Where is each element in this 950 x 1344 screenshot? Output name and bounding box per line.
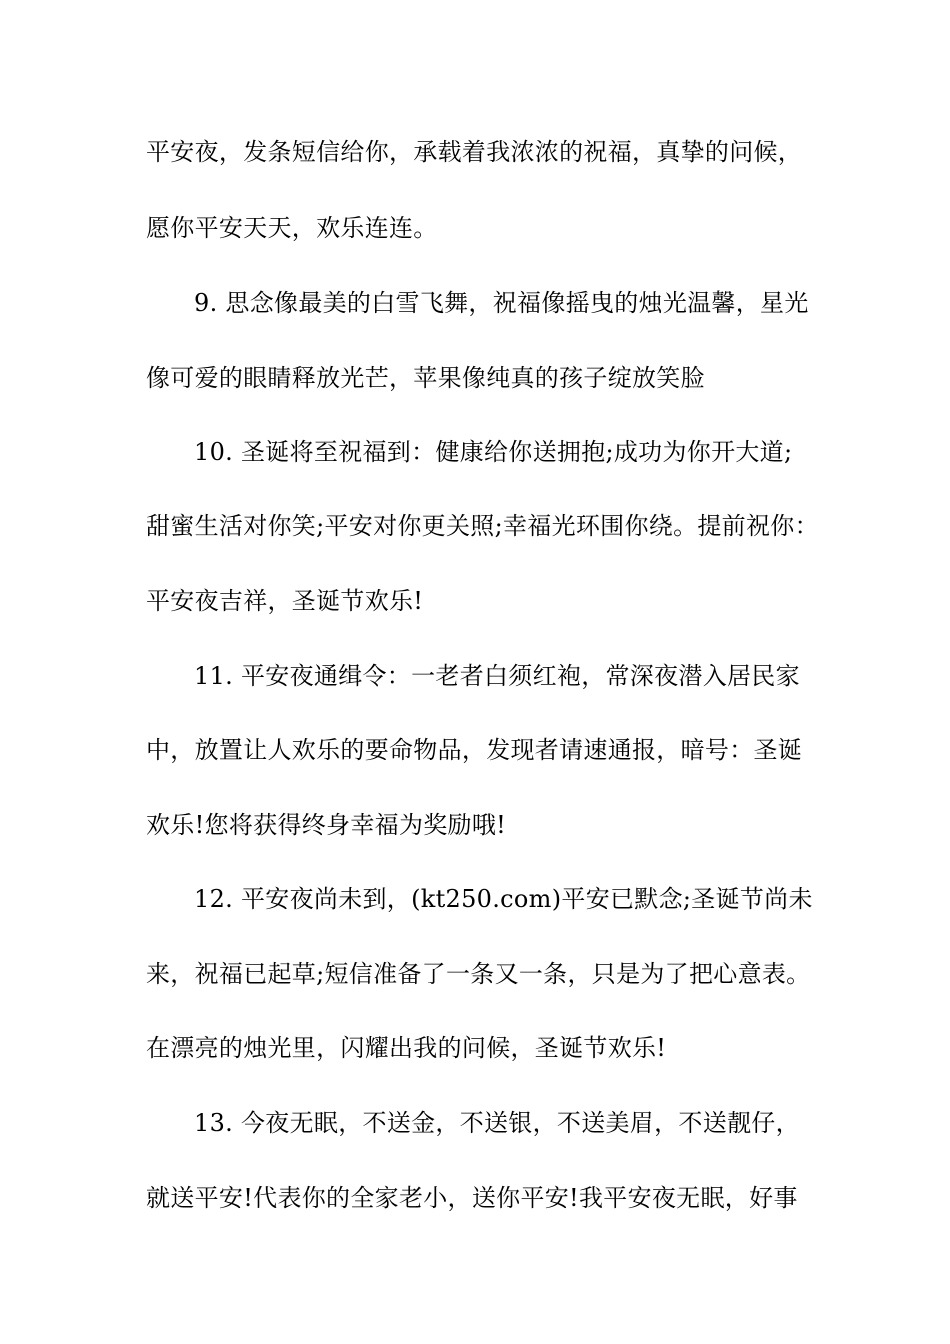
paragraph-11-start: 11. 平安夜通缉令：一老者白须红袍，常深夜潜入居民家 [194,662,800,690]
paragraph-13-start: 13. 今夜无眠，不送金，不送银，不送美眉，不送靓仔， [194,1109,800,1137]
text-line: 来，祝福已起草;短信准备了一条又一条，只是为了把心意表。 [146,960,811,988]
text-line: 平安夜，发条短信给你，承载着我浓浓的祝福，真挚的问候， [146,138,803,166]
text-line: 就送平安!代表你的全家老小，送你平安!我平安夜无眠，好事 [146,1184,798,1212]
paragraph-9-start: 9. 思念像最美的白雪飞舞，祝福像摇曳的烛光温馨，星光 [194,289,809,317]
text-line: 欢乐!您将获得终身幸福为奖励哦! [146,811,507,839]
paragraph-10-start: 10. 圣诞将至祝福到：健康给你送拥抱;成功为你开大道; [194,438,793,466]
text-line: 愿你平安天天，欢乐连连。 [146,214,438,242]
text-line: 平安夜吉祥，圣诞节欢乐! [146,587,424,615]
text-line: 像可爱的眼睛释放光芒，苹果像纯真的孩子绽放笑脸 [146,364,705,392]
text-line: 在漂亮的烛光里，闪耀出我的问候，圣诞节欢乐! [146,1034,667,1062]
text-line: 中，放置让人欢乐的要命物品，发现者请速通报，暗号：圣诞 [146,736,803,764]
paragraph-12-start: 12. 平安夜尚未到，(kt250.com)平安已默念;圣诞节尚未 [194,885,813,913]
text-line: 甜蜜生活对你笑;平安对你更关照;幸福光环围你绕。提前祝你： [146,512,819,540]
